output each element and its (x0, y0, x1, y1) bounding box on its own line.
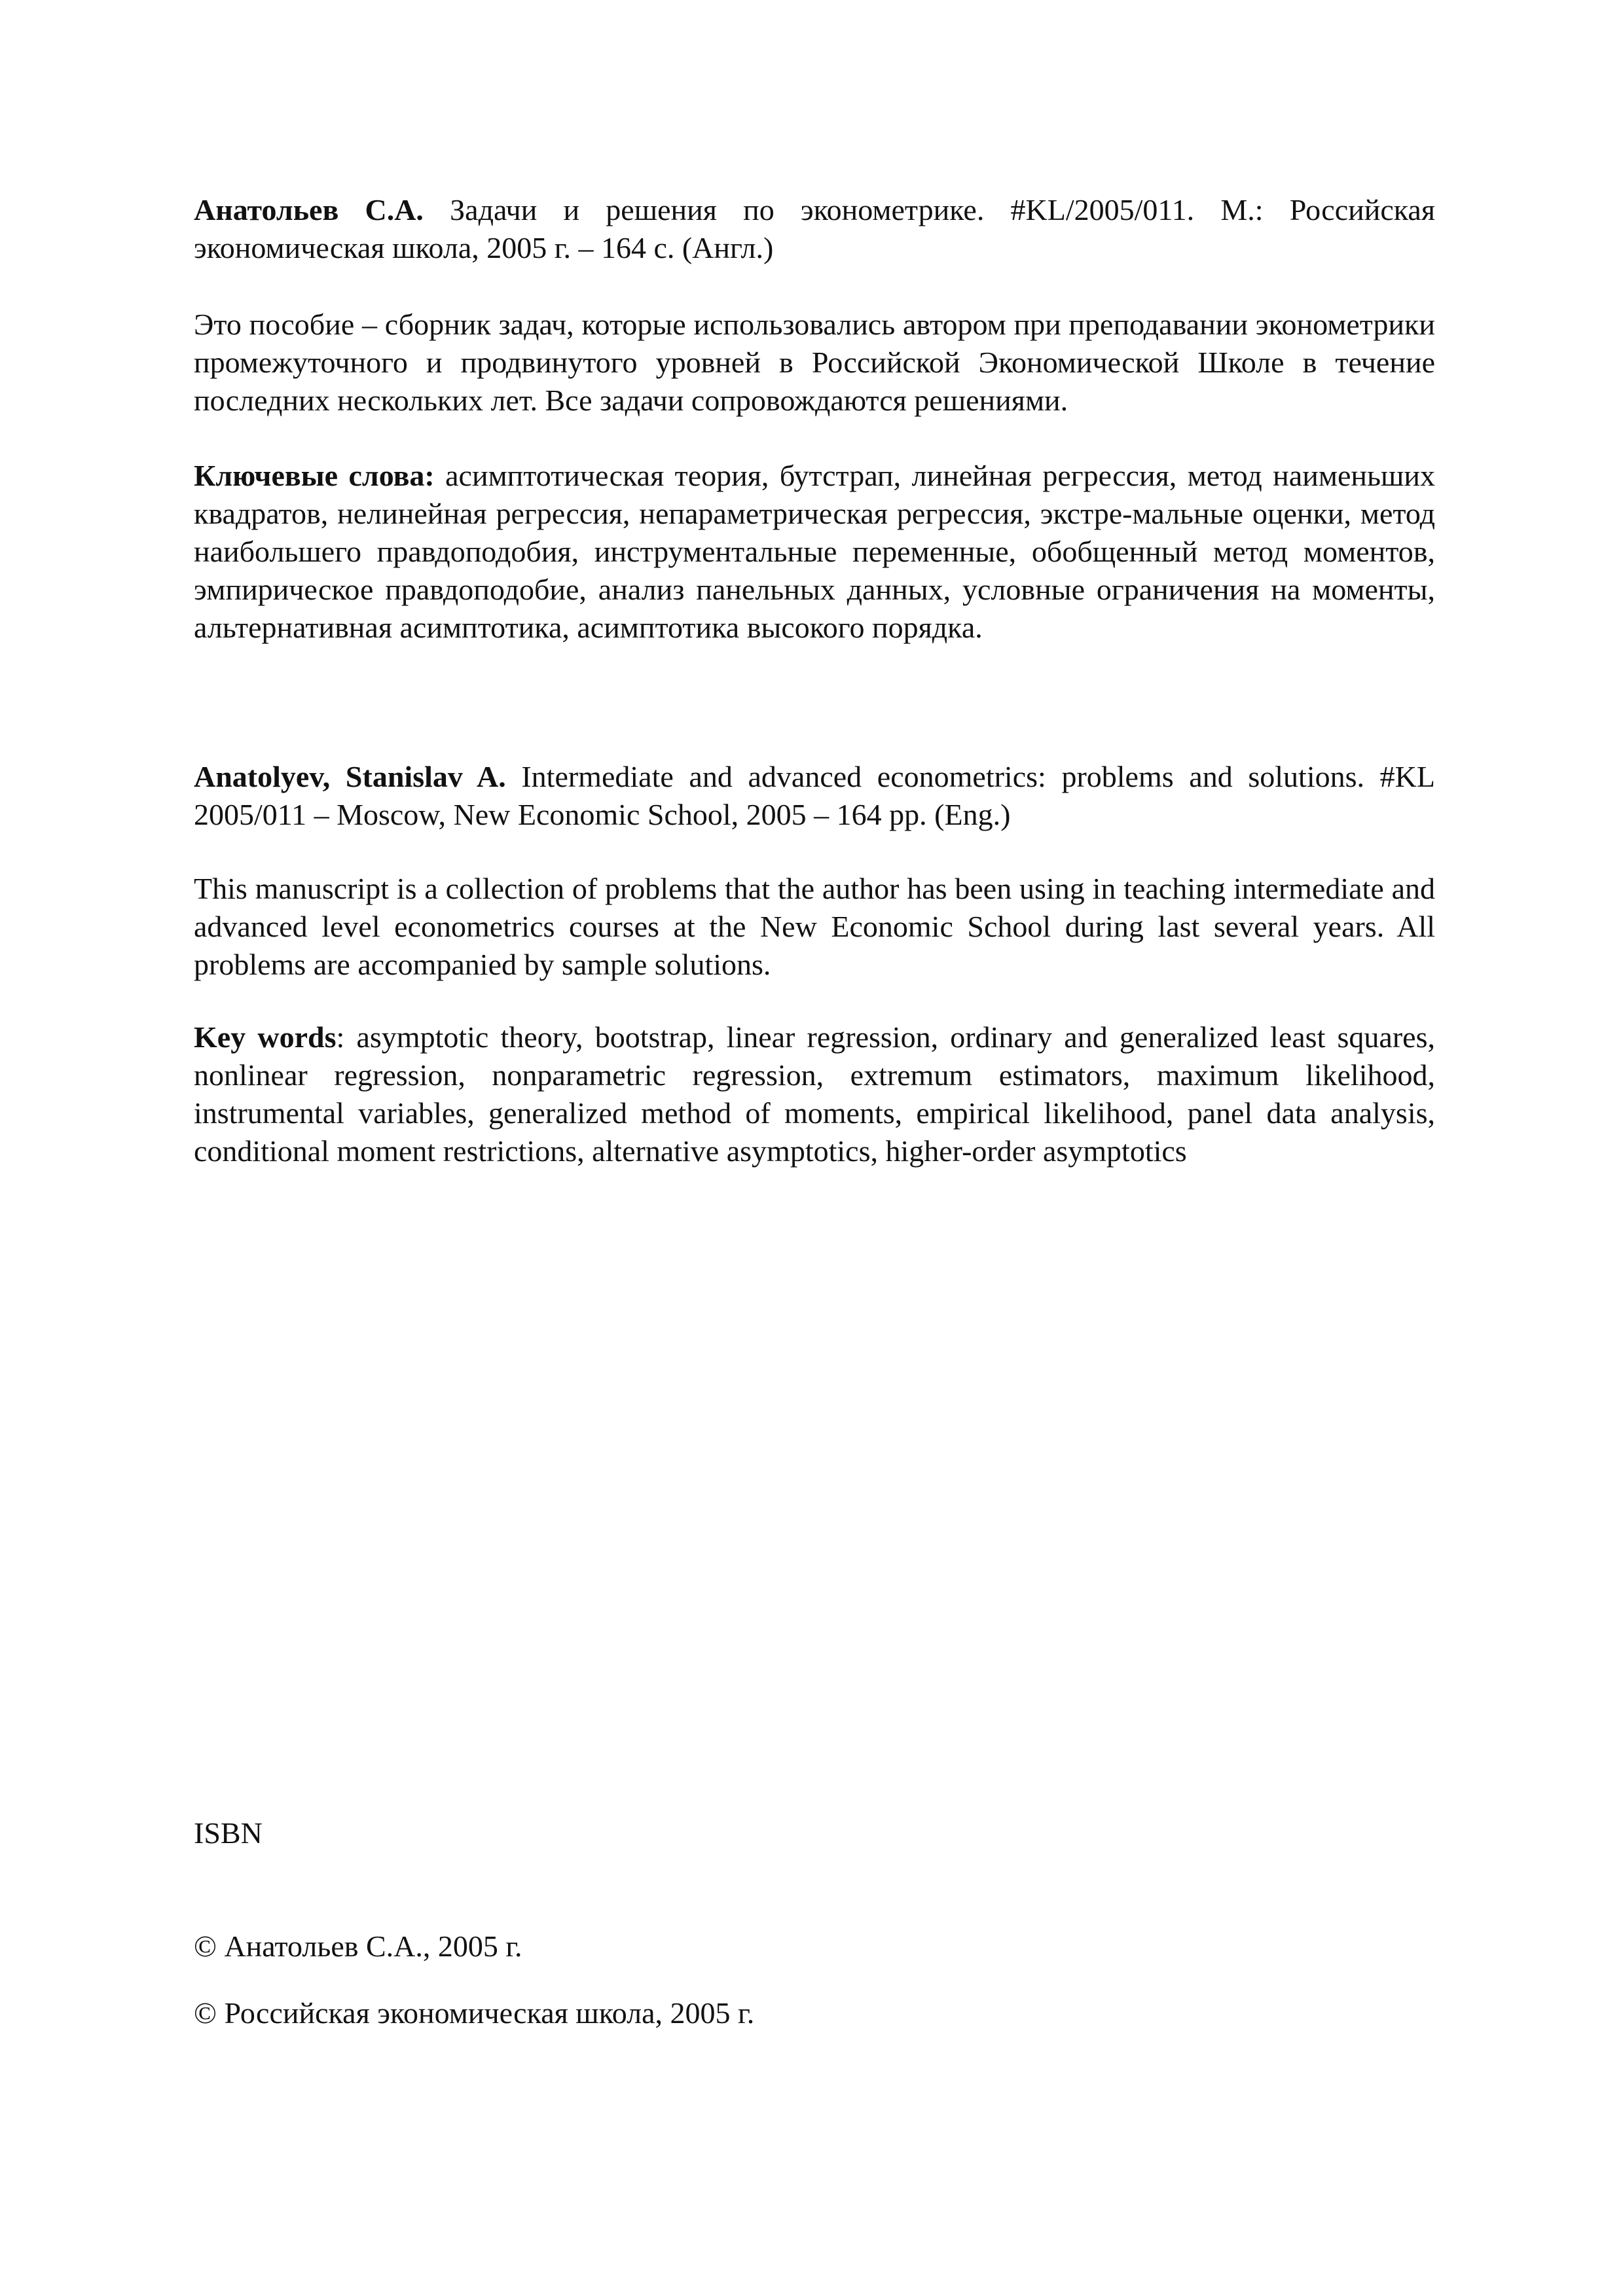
russian-author: Анатольев С.А. (194, 193, 424, 226)
russian-citation (194, 191, 1435, 267)
copyright-publisher: © Российская экономическая школа, 2005 г. (194, 1996, 755, 2030)
russian-keywords-text: асимптотическая теория, бутстрап, линейная регрессия, метод наименьших квадратов, нелинейная регрессия, непараметрическая регрессия, экстре-мальные оценки, метод наибольшего правдоподобия, инструментальные переменные, обобщенный метод моментов, эмпирическое правдоподобие, анализ панельных данных, условные ограничения на моменты, альтернативная асимптотика, асимптотика высокого порядка. (194, 459, 1435, 644)
english-abstract: This manuscript is a collection of problems that the author has been using in teaching intermediate and advanced level econometrics courses at the New Economic School during last several years. All problems are accompanied by sample solutions. (194, 872, 1435, 981)
copyright-author: © Анатольев С.А., 2005 г. (194, 1929, 522, 1963)
russian-citation-text: Задачи и решения по эконометрике. #KL/2005/011. М.: Российская экономическая школа, 2005 г. – 164 с. (Англ.) (194, 193, 1436, 264)
russian-keywords (194, 457, 1435, 647)
russian-keywords-label: Ключевые слова: (194, 459, 435, 492)
english-keywords-text: : asymptotic theory, bootstrap, linear regression, ordinary and generalized least squares, nonlinear regression, nonparametric regression, extremum estimators, maximum likelihood, instrumental variables, generalized method of moments, empirical likelihood, panel data analysis, conditional moment restrictions, alternative asymptotics, higher-order asymptotics (194, 1020, 1435, 1168)
english-keywords (194, 1018, 1435, 1170)
english-keywords-label: Key words (194, 1020, 337, 1054)
isbn: ISBN (194, 1816, 263, 1850)
english-citation-text: Intermediate and advanced econometrics: problems and solutions. #KL 2005/011 – Moscow, New Economic School, 2005 – 164 pp. (Eng.) (194, 760, 1435, 831)
english-author: Anatolyev, Stanislav A. (194, 760, 506, 793)
english-citation (194, 758, 1435, 834)
russian-abstract: Это пособие – сборник задач, которые использовались автором при преподавании эконометрики промежуточного и продвинутого уровней в Российской Экономической Школе в течение последних нескольких лет. Все задачи сопровождаются решениями. (194, 308, 1435, 417)
